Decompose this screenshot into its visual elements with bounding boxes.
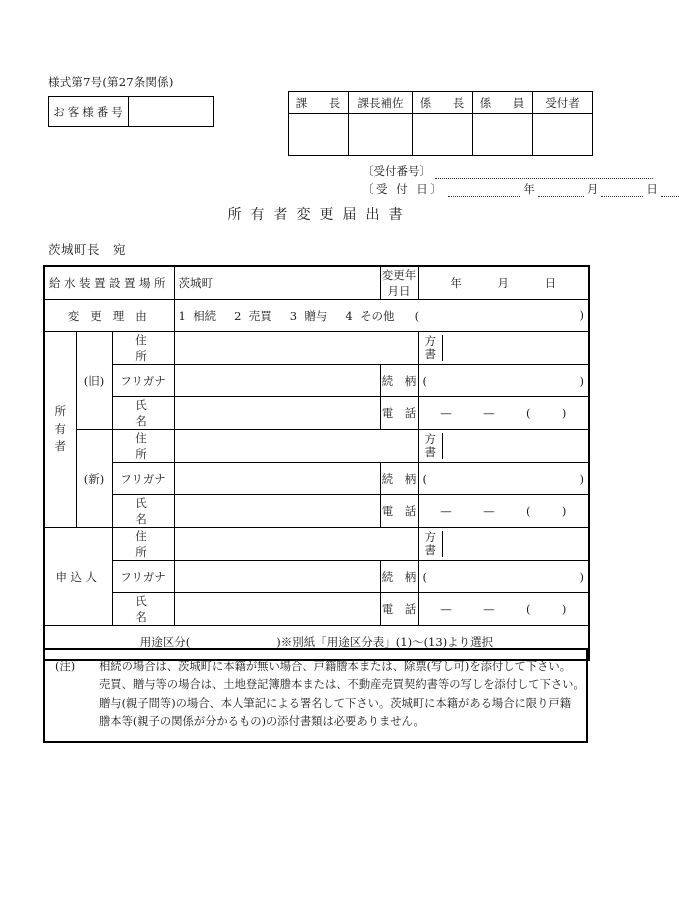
notes-row <box>55 658 585 731</box>
owner-old-name-input[interactable] <box>174 397 380 430</box>
relation-paren-open: ( <box>422 569 427 584</box>
receipt-date-tail <box>661 184 679 197</box>
receipt-number-label: 〔受付番号〕 <box>362 164 431 178</box>
receipt-date-year-unit: 年 <box>523 182 535 196</box>
applicant-building-cell[interactable] <box>418 528 589 561</box>
applicant-address-label: 住 所 <box>112 528 174 561</box>
approval-header-kacho: 課 長 <box>289 92 349 114</box>
reason-label: 変更理由 <box>44 300 174 332</box>
table-row-applicant-address <box>44 528 589 561</box>
reason-option-2[interactable] <box>234 309 272 323</box>
phone-paren-close: ) <box>561 406 567 420</box>
approval-cell-kakariin[interactable] <box>473 114 533 156</box>
phone-paren-open: ( <box>525 504 531 518</box>
reason-other-close: ) <box>579 307 584 322</box>
phone-paren-open: ( <box>525 406 531 420</box>
approval-stamp-table <box>288 91 593 156</box>
approval-cell-kachohosa[interactable] <box>349 114 413 156</box>
table-row-owner-new-name <box>44 495 589 528</box>
building-label-char-1: 方 <box>424 334 436 349</box>
owner-new-address-label: 住 所 <box>112 430 174 463</box>
location-value[interactable]: 茨城町 <box>174 266 380 300</box>
applicant-building-input[interactable] <box>443 531 589 557</box>
approval-header-kakariin: 係 員 <box>473 92 533 114</box>
owner-old-label: (旧) <box>76 332 112 430</box>
owner-old-phone-input[interactable] <box>418 397 589 430</box>
reason-option-4[interactable] <box>345 309 394 323</box>
approval-header-row <box>289 92 593 114</box>
receipt-date-day-input[interactable] <box>601 184 643 197</box>
table-row-location <box>44 266 589 300</box>
owner-new-phone-input[interactable] <box>418 495 589 528</box>
receipt-date-month-unit: 月 <box>586 182 599 196</box>
approval-cell-uketsukesha[interactable] <box>533 114 593 156</box>
note-line-3: 贈与(親子間等)の場合、本人筆記による署名して下さい。茨城町に本籍がある場合に限り戸籍 <box>99 696 571 710</box>
owner-new-building-cell[interactable] <box>418 430 589 463</box>
phone-paren-close: ) <box>561 602 567 616</box>
form-code: 様式第7号(第27条関係) <box>48 75 174 89</box>
owner-old-address-label: 住 所 <box>112 332 174 365</box>
receipt-number-row <box>362 163 653 179</box>
customer-number-label: お客様番号 <box>49 97 129 127</box>
phone-dash-1: — <box>440 602 452 616</box>
table-row-owner-new-address <box>44 430 589 463</box>
owner-old-name-label: 氏 名 <box>112 397 174 430</box>
usage-note: )※別紙「用途区分表」(1)〜(13)より選択 <box>276 635 494 650</box>
approval-cell-kakaricho[interactable] <box>413 114 473 156</box>
owner-new-relation-label: 続 柄 <box>380 463 418 495</box>
approval-header-kachohosa: 課長補佐 <box>349 92 413 114</box>
applicant-phone-label: 電 話 <box>380 593 418 626</box>
applicant-label: 申込人 <box>44 528 112 626</box>
approval-header-kakaricho: 係 長 <box>413 92 473 114</box>
owner-old-address-input[interactable] <box>174 332 418 365</box>
receipt-date-row <box>362 181 679 197</box>
approval-header-uketsukesha: 受付者 <box>533 92 593 114</box>
applicant-name-label: 氏 名 <box>112 593 174 626</box>
owner-old-building-input[interactable] <box>443 335 589 361</box>
phone-dash-2: — <box>483 602 495 616</box>
note-line-2: 売買、贈与等の場合は、土地登記簿謄本または、不動産売買契約書等の写しを添付して下さい。 <box>99 678 585 692</box>
change-date-label: 変更年月日 <box>381 268 417 298</box>
owner-new-name-input[interactable] <box>174 495 380 528</box>
phone-dash-2: — <box>483 504 495 518</box>
change-date-year-unit: 年 <box>450 276 462 290</box>
approval-cell-kacho[interactable] <box>289 114 349 156</box>
table-row-applicant-name <box>44 593 589 626</box>
relation-paren-open: ( <box>422 373 427 388</box>
owner-label-char-1: 所 <box>54 403 66 418</box>
building-label-char-1: 方 <box>424 530 436 545</box>
owner-new-name-label: 氏 名 <box>112 495 174 528</box>
reason-option-1-text: 相続 <box>193 308 217 323</box>
relation-paren-close: ) <box>579 569 584 584</box>
change-date-day-unit: 日 <box>544 276 557 290</box>
relation-paren-open: ( <box>422 471 427 486</box>
note-line-4: 謄本等(親子の関係が分かるもの)の添付書類は必要ありません。 <box>99 714 425 728</box>
owner-label-char-2: 有 <box>54 421 66 436</box>
reason-option-4-text: その他 <box>360 308 395 323</box>
note-line-1: 相続の場合は、茨城町に本籍が無い場合、戸籍謄本または、除票(写し可)を添付して下さい。 <box>99 660 571 673</box>
receipt-date-day-unit: 日 <box>646 182 658 196</box>
owner-old-phone-label: 電 話 <box>380 397 418 430</box>
owner-old-building-cell[interactable] <box>418 332 589 365</box>
table-row-owner-new-furigana <box>44 463 589 495</box>
location-label: 給水装置設置場所 <box>44 266 174 300</box>
table-row-applicant-furigana <box>44 561 589 593</box>
owner-new-label: (新) <box>76 430 112 528</box>
owner-new-relation-input[interactable] <box>418 463 589 495</box>
notes-label: (注) <box>55 660 76 673</box>
owner-new-furigana-label: フリガナ <box>112 463 174 495</box>
notes-lines <box>99 658 585 731</box>
receipt-date-label: 〔受 付 日〕 <box>362 182 445 196</box>
reason-option-4-no: 4 <box>345 308 353 323</box>
change-date-value[interactable] <box>418 266 589 300</box>
change-date-month-unit: 月 <box>497 276 509 290</box>
table-row-owner-old-furigana <box>44 365 589 397</box>
applicant-phone-input[interactable] <box>418 593 589 626</box>
owner-section-label <box>44 332 76 528</box>
phone-paren-close: ) <box>561 504 567 518</box>
table-row <box>49 97 214 127</box>
receipt-number-input[interactable] <box>435 166 653 179</box>
phone-paren-open: ( <box>525 602 531 616</box>
usage-label: 用途区分( <box>139 635 191 650</box>
reason-option-1[interactable] <box>179 309 217 323</box>
owner-old-furigana-label: フリガナ <box>112 365 174 397</box>
reason-other-open: ( <box>414 308 420 323</box>
owner-old-relation-label: 続 柄 <box>380 365 418 397</box>
receipt-date-month-input[interactable] <box>538 184 584 197</box>
applicant-relation-label: 続 柄 <box>380 561 418 593</box>
phone-dash-2: — <box>483 406 495 420</box>
owner-new-address-input[interactable] <box>174 430 418 463</box>
applicant-address-input[interactable] <box>174 528 418 561</box>
reason-option-2-no: 2 <box>234 308 242 323</box>
owner-old-furigana-input[interactable] <box>174 365 380 397</box>
notes-box <box>43 648 588 743</box>
applicant-relation-input[interactable] <box>418 561 589 593</box>
relation-paren-close: ) <box>579 373 584 388</box>
addressee: 茨城町長 宛 <box>48 242 127 257</box>
owner-old-relation-input[interactable] <box>418 365 589 397</box>
reason-option-1-no: 1 <box>178 308 186 323</box>
owner-new-phone-label: 電 話 <box>380 495 418 528</box>
owner-new-building-input[interactable] <box>443 433 589 459</box>
phone-dash-1: — <box>440 406 452 420</box>
building-label-char-2: 書 <box>424 347 436 361</box>
owner-new-building-label <box>419 433 443 459</box>
reason-option-2-text: 売買 <box>248 308 272 323</box>
building-label-char-2: 書 <box>424 445 436 459</box>
relation-paren-close: ) <box>579 471 584 486</box>
building-label-char-2: 書 <box>424 543 436 557</box>
applicant-building-label <box>419 531 443 557</box>
applicant-furigana-input[interactable] <box>174 561 380 593</box>
customer-number-input[interactable] <box>129 97 214 127</box>
applicant-name-input[interactable] <box>174 593 380 626</box>
page-title: 所有者変更届出書 <box>227 207 412 223</box>
reason-option-3-text: 贈与 <box>304 308 328 323</box>
phone-dash-1: — <box>440 504 452 518</box>
approval-value-row <box>289 114 593 156</box>
receipt-date-year-input[interactable] <box>448 184 520 197</box>
reason-options[interactable] <box>174 300 589 332</box>
owner-new-furigana-input[interactable] <box>174 463 380 495</box>
reason-option-3[interactable] <box>290 309 328 323</box>
owner-label-char-3: 者 <box>54 439 66 454</box>
building-label-char-1: 方 <box>424 432 436 447</box>
table-row-reason <box>44 300 589 332</box>
customer-number-box <box>48 96 214 127</box>
applicant-furigana-label: フリガナ <box>112 561 174 593</box>
table-row-owner-old-name <box>44 397 589 430</box>
owner-old-building-label <box>419 335 443 361</box>
main-form-table <box>43 265 590 661</box>
table-row-owner-old-address <box>44 332 589 365</box>
reason-option-3-no: 3 <box>289 308 298 323</box>
